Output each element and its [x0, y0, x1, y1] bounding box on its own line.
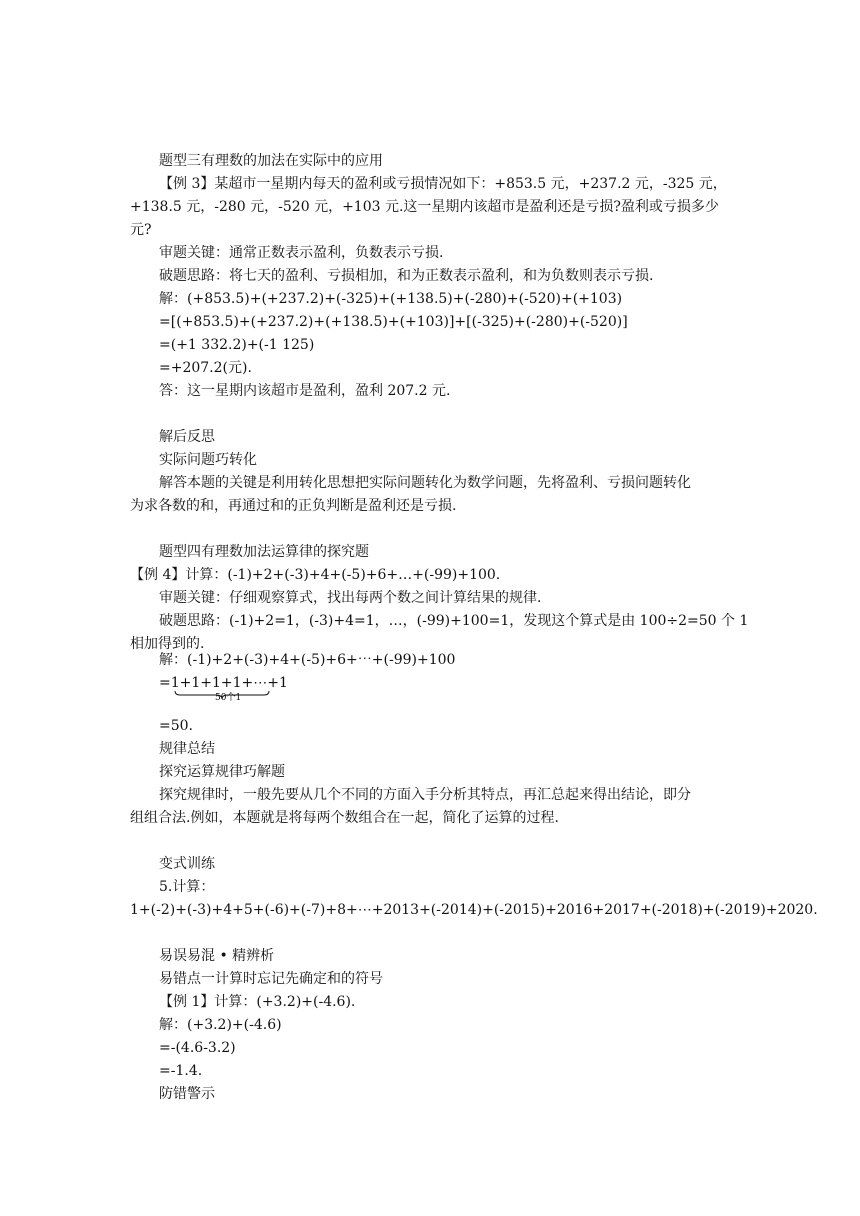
example3-solution-1: 解：(+853.5)+(+237.2)+(-325)+(+138.5)+(-280)+(-520)+(+103)	[159, 291, 623, 307]
example4-question: 【例 4】计算：(-1)+2+(-3)+4+(-5)+6+…+(-99)+100.	[130, 567, 501, 583]
example3-answer: 答：这一星期内该超市是盈利，盈利 207.2 元.	[159, 383, 451, 399]
example4-key: 审题关键：仔细观察算式，找出每两个数之间计算结果的规律.	[159, 590, 542, 606]
example3-solution-3: =(+1 332.2)+(-1 125)	[159, 337, 315, 353]
example3-idea: 破题思路：将七天的盈利、亏损相加，和为正数表示盈利，和为负数则表示亏损.	[159, 268, 654, 284]
practice-title: 变式训练	[159, 856, 215, 872]
underbrace-expression	[159, 672, 359, 712]
mistake-solution-2: =-(4.6-3.2)	[159, 1040, 236, 1056]
reflection-text-1: 解答本题的关键是利用转化思想把实际问题转化为数学问题，先将盈利、亏损问题转化	[159, 475, 691, 491]
practice-expression: 1+(-2)+(-3)+4+5+(-6)+(-7)+8+⋯+2013+(-2014)+(-2015)+2016+2017+(-2018)+(-2019)+2020.	[130, 902, 818, 918]
summary-subtitle: 探究运算规律巧解题	[159, 764, 285, 780]
summary-text-1: 探究规律时，一般先要从几个不同的方面入手分析其特点，再汇总起来得出结论，即分	[159, 787, 691, 803]
example4-solution-1: 解：(-1)+2+(-3)+4+(-5)+6+⋯+(-99)+100	[159, 652, 456, 668]
example3-key: 审题关键：通常正数表示盈利，负数表示亏损.	[159, 245, 444, 261]
example3-solution-4: =+207.2(元).	[159, 360, 252, 376]
reflection-subtitle: 实际问题巧转化	[159, 452, 257, 468]
summary-text-2: 组组合法.例如，本题就是将每两个数组合在一起，简化了运算的过程.	[130, 810, 559, 826]
mistake-example: 【例 1】计算：(+3.2)+(-4.6).	[159, 994, 356, 1010]
example3-solution-2: =[(+853.5)+(+237.2)+(+138.5)+(+103)]+[(-325)+(-280)+(-520)]	[159, 314, 628, 330]
mistake-solution-3: =-1.4.	[159, 1063, 203, 1079]
example4-idea-1: 破题思路：(-1)+2=1，(-3)+4=1，…，(-99)+100=1，发现这个算式是由 100÷2=50 个 1	[159, 613, 749, 629]
section4-title: 题型四有理数加法运算律的探究题	[159, 544, 369, 560]
underbrace-label: 50个1	[215, 693, 242, 703]
example4-solution-2: =1+1+1+1+⋯+1	[159, 675, 288, 691]
practice-item: 5.计算：	[159, 879, 215, 895]
summary-title: 规律总结	[159, 741, 215, 757]
example3-line3: 元?	[130, 222, 152, 238]
reflection-title: 解后反思	[159, 429, 215, 445]
example4-idea-2: 相加得到的.	[130, 636, 205, 652]
mistakes-title: 易误易混 • 精辨析	[159, 948, 275, 964]
mistakes-point: 易错点一计算时忘记先确定和的符号	[159, 971, 383, 987]
example4-solution-3: =50.	[159, 718, 193, 734]
reflection-text-2: 为求各数的和，再通过和的正负判断是盈利还是亏损.	[130, 498, 457, 514]
mistake-solution-1: 解：(+3.2)+(-4.6)	[159, 1017, 282, 1033]
mistake-warning: 防错警示	[159, 1086, 215, 1102]
example3-line1: 【例 3】某超市一星期内每天的盈利或亏损情况如下：+853.5 元，+237.2 元，-325 元，	[159, 176, 727, 192]
section3-title: 题型三有理数的加法在实际中的应用	[159, 153, 383, 169]
example3-line2: +138.5 元，-280 元，-520 元，+103 元.这一星期内该超市是盈利还是亏损?盈利或亏损多少	[130, 199, 719, 215]
